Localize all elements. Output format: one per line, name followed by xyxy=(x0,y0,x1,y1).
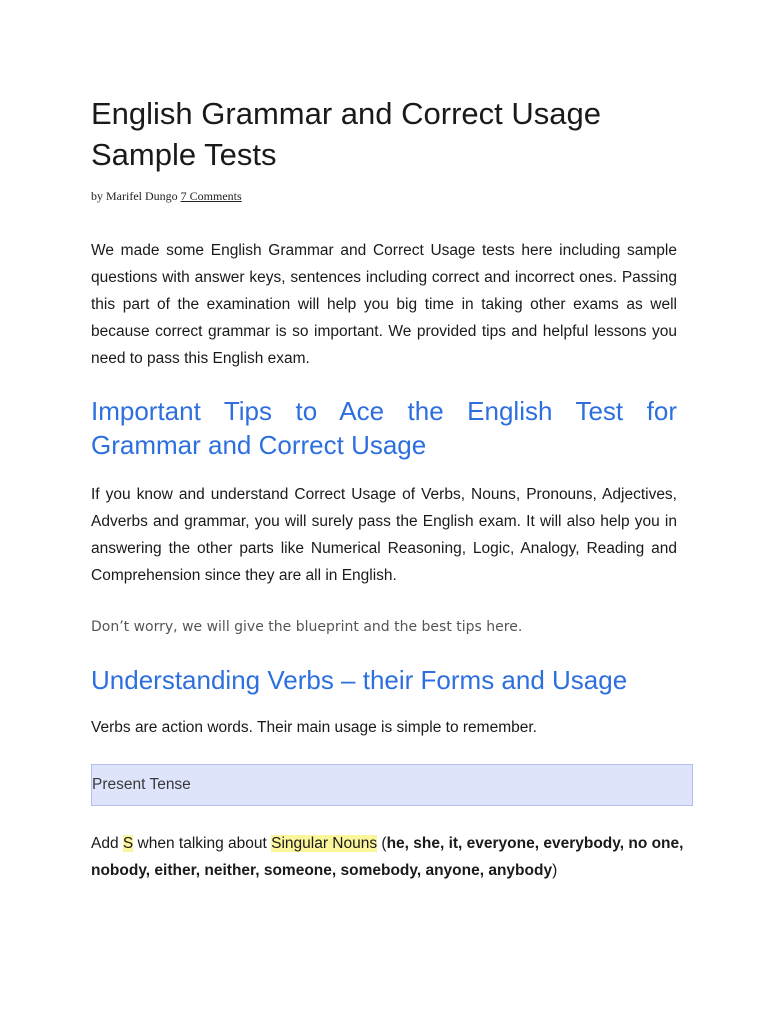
author-text: by Marifel Dungo xyxy=(91,189,178,203)
byline xyxy=(91,188,242,204)
tips-heading-line2: Grammar and Correct Usage xyxy=(91,430,427,460)
pronoun-examples: he, she, it, everyone, everybody, no one, nobody, either, neither, someone, somebody, anyone, anybody xyxy=(91,835,684,879)
rule-text-4: ) xyxy=(552,862,558,879)
tips-heading xyxy=(91,394,677,462)
tips-paragraph: If you know and understand Correct Usage of Verbs, Nouns, Pronouns, Adjectives, Adverbs and grammar, you will surely pass the English exam. It will also help you in answering the other parts like Numerical Reasoning, Logic, Analogy, Reading and Comprehension since they are all in English. xyxy=(91,486,677,584)
rule-text-2: when talking about xyxy=(133,835,272,852)
present-tense-label: Present Tense xyxy=(92,776,191,793)
page-title: English Grammar and Correct Usage Sample Tests xyxy=(91,96,601,172)
present-tense-box xyxy=(91,764,693,806)
verbs-paragraph: Verbs are action words. Their main usage is simple to remember. xyxy=(91,719,537,736)
singular-rule xyxy=(91,830,691,884)
intro-paragraph: We made some English Grammar and Correct Usage tests here including sample questions with answer keys, sentences including correct and incorrect ones. Passing this part of the examination will help you big time in taking other exams as well because correct grammar is so important. We provided tips and helpful lessons you need to pass this English exam. xyxy=(91,242,677,367)
highlight-singular-nouns: Singular Nouns xyxy=(271,835,378,852)
highlight-s: S xyxy=(122,835,134,852)
tips-heading-line1: Important Tips to Ace the English Test for xyxy=(91,396,677,426)
verbs-heading: Understanding Verbs – their Forms and Usage xyxy=(91,665,628,695)
rule-text-1: Add xyxy=(91,835,123,852)
tips-note: Don’t worry, we will give the blueprint and the best tips here. xyxy=(91,619,523,635)
comments-link[interactable]: 7 Comments xyxy=(180,189,242,203)
rule-text-3: ( xyxy=(377,835,387,852)
